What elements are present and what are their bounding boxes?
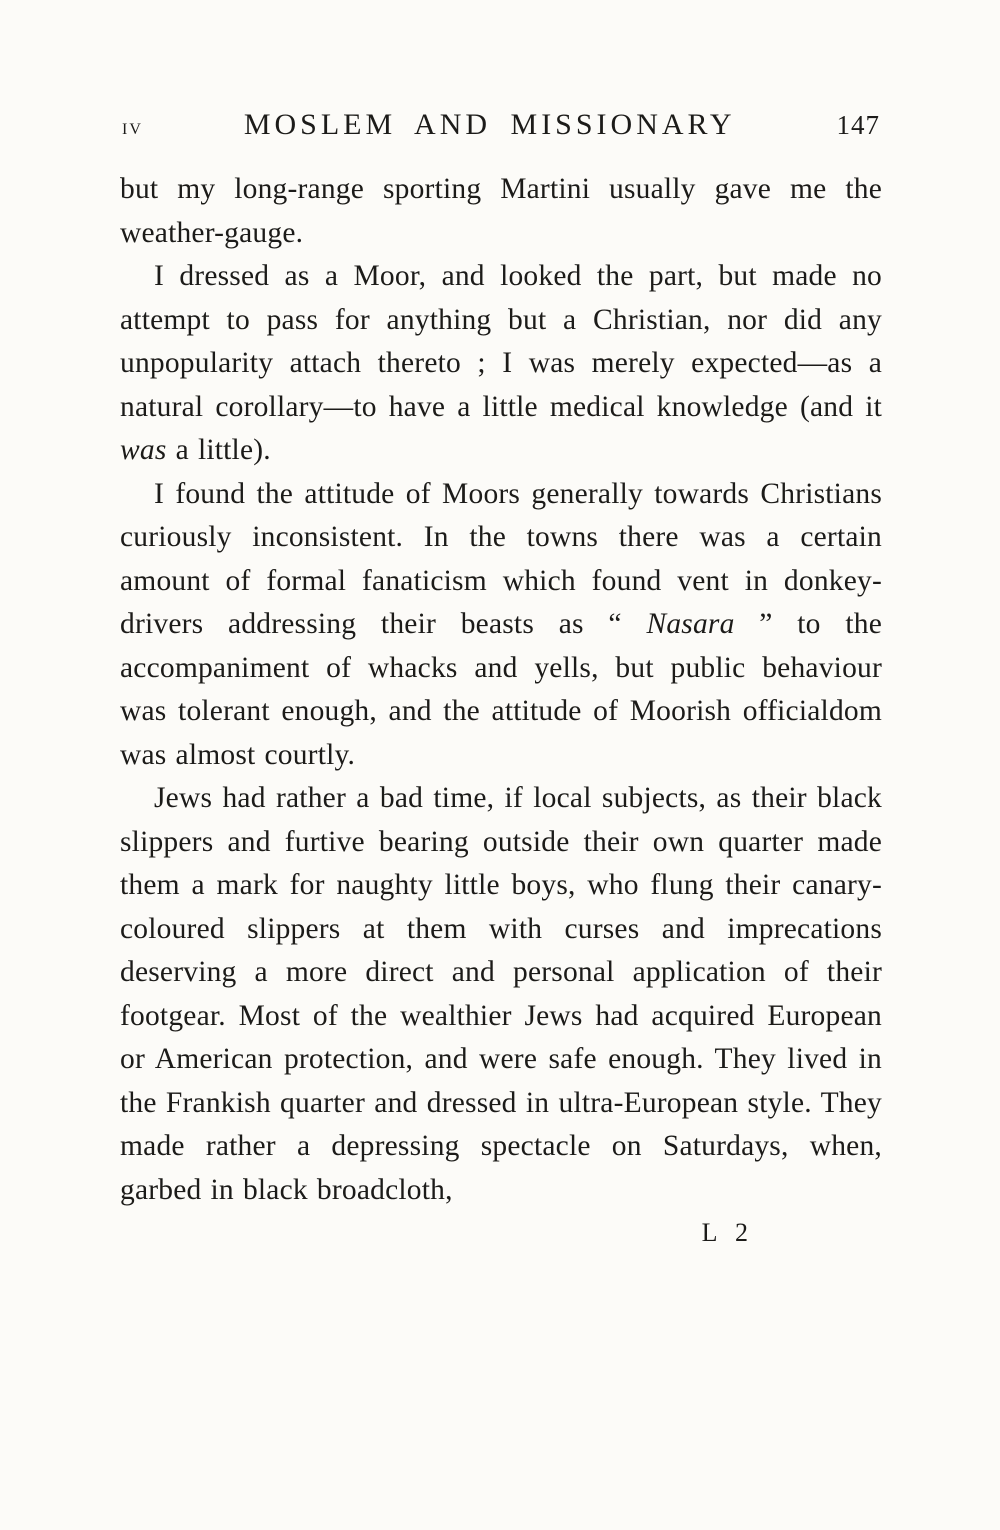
text-run: I dressed as a Moor, and looked the part, but made no attempt to pass for anything but a Christian, nor did any unpopularity attach thereto ; I was merely expected—as a natural corollary—to have a little medical knowledge (and it	[120, 260, 882, 423]
page-footer	[120, 1218, 882, 1248]
text-run: but my long-range sporting Martini usually gave me the weather-gauge.	[120, 173, 882, 249]
signature-mark: L 2	[701, 1218, 754, 1247]
paragraph	[120, 168, 882, 255]
text-run: I found the attitude of Moors generally towards Christians curiously inconsistent. In the towns there was a certain amount of formal fanaticism which found vent in donkey-drivers addressing their beasts as “	[120, 477, 882, 640]
italic-run: Nasara	[646, 608, 735, 640]
italic-run: was	[120, 434, 167, 466]
text-run: ” to the accompaniment of whacks and yells, but public behaviour was tolerant enough, and the attitude of Moorish officialdom was almost courtly.	[120, 608, 882, 771]
chapter-number: iv	[122, 114, 143, 139]
signature-line	[120, 1218, 882, 1248]
running-header	[122, 108, 880, 142]
paragraph	[120, 473, 882, 778]
text-run: Jews had rather a bad time, if local subjects, as their black slippers and furtive bearing outside their own quarter made them a mark for naughty little boys, who flung their canary-coloured slippers at them with curses and imprecations deserving a more direct and personal application of their footgear. Most of the wealthier Jews had acquired European or American protection, and were safe enough. They lived in the Frankish quarter and dressed in ultra-European style. They made rather a depressing spectacle on Saturdays, when, garbed in black broadcloth,	[120, 782, 882, 1206]
text-run: a little).	[166, 434, 271, 466]
paragraph	[120, 255, 882, 473]
page-number: 147	[836, 110, 880, 140]
body-text	[120, 168, 882, 1212]
running-title: MOSLEM AND MISSIONARY	[243, 108, 736, 141]
paragraph	[120, 777, 882, 1212]
